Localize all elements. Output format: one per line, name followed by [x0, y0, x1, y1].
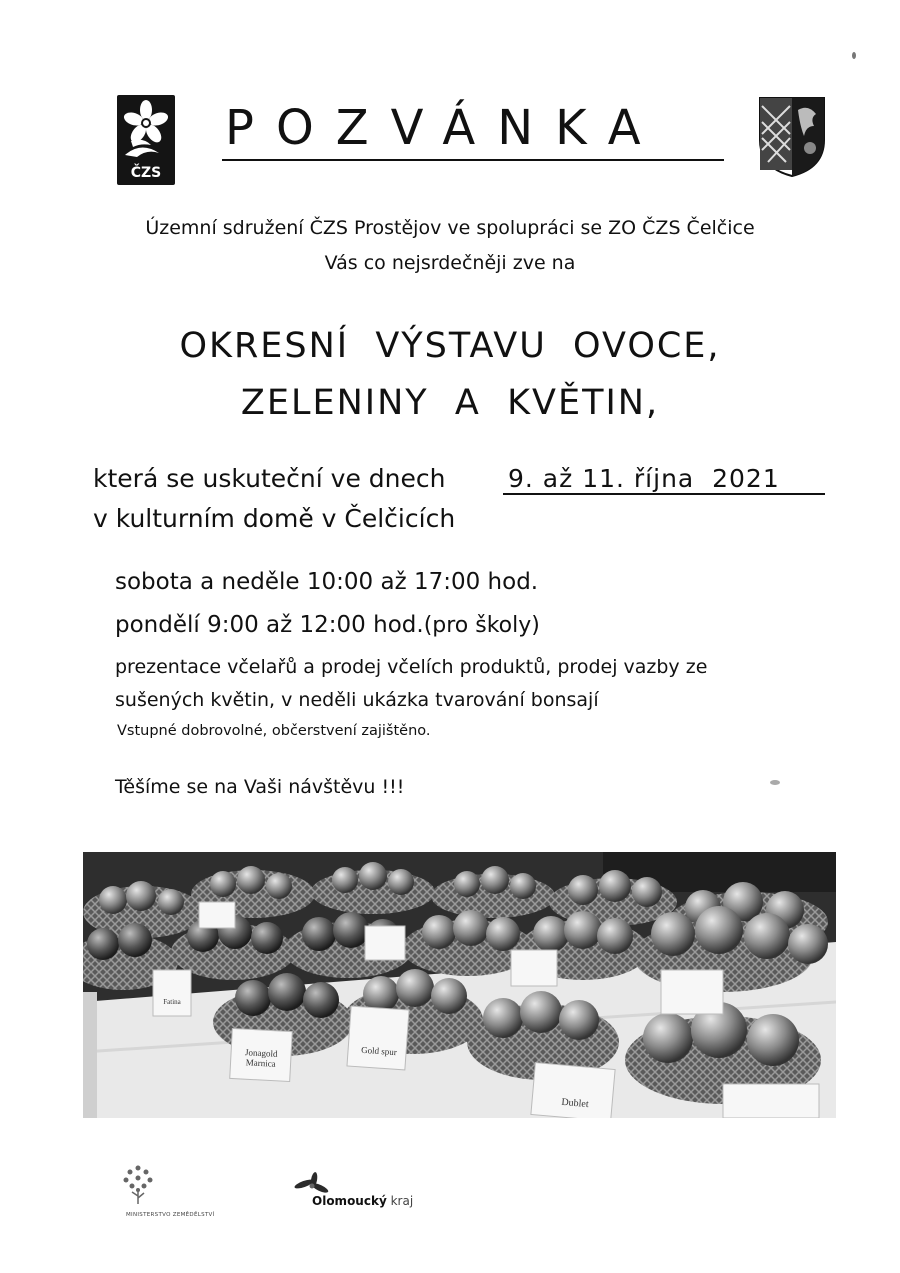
photo-label-fatina: Fatina: [163, 998, 181, 1006]
headline-line-1: OKRESNÍ VÝSTAVU OVOCE,: [179, 326, 721, 366]
page-title: POZVÁNKA: [225, 100, 663, 156]
details-line-3: Vstupné dobrovolné, občerstvení zajištěno.: [117, 723, 431, 739]
exhibition-photo: [83, 852, 836, 1118]
scan-speck: [770, 780, 780, 785]
region-name: [312, 1194, 413, 1208]
closing-text: Těšíme se na Vaši návštěvu !!!: [115, 776, 405, 798]
title-underline: [222, 159, 724, 161]
details-line-1: prezentace včelařů a prodej včelích produktů, prodej vazby ze: [115, 656, 708, 678]
intro-line-1: Územní sdružení ČZS Prostějov ve spolupráci se ZO ČZS Čelčice: [145, 217, 755, 239]
date-underline: [503, 493, 825, 495]
olomoucky-kraj-logo: [290, 1172, 430, 1212]
ministry-text: MINISTERSTVO ZEMĚDĚLSTVÍ: [126, 1212, 215, 1218]
photo-label-goldspur: Gold spur: [360, 1044, 398, 1058]
photo-label-dublet: Dublet: [560, 1096, 590, 1111]
schedule-monday-hours: pondělí 9:00 až 12:00 hod.: [115, 612, 424, 638]
schedule-weekend: sobota a neděle 10:00 až 17:00 hod.: [115, 569, 539, 595]
details-line-2: sušených květin, v neděli ukázka tvarování bonsají: [115, 689, 599, 711]
schedule-monday-note: (pro školy): [423, 613, 540, 638]
schedule-monday: [115, 612, 540, 638]
headline-line-2: ZELENINY A KVĚTIN,: [240, 383, 660, 423]
ministry-logo: [112, 1160, 226, 1226]
coat-of-arms-icon: [758, 96, 826, 178]
scan-speck: [852, 52, 856, 59]
flower-icon: [117, 97, 175, 167]
intro-line-2: Vás co nejsrdečněji zve na: [324, 252, 576, 274]
photo-label-jonagold: Jonagold Marnica: [244, 1047, 278, 1069]
czs-logo-text: ČZS: [130, 165, 162, 181]
region-name-bold: Olomoucký: [312, 1194, 387, 1208]
czs-logo: [117, 95, 175, 185]
event-date: 9. až 11. října 2021: [508, 464, 780, 493]
apples-illustration: [83, 852, 836, 1118]
event-when-prefix: která se uskuteční ve dnech: [93, 464, 446, 493]
tree-icon: [118, 1162, 158, 1206]
coat-of-arms-logo: [758, 96, 826, 182]
region-name-light: kraj: [390, 1194, 414, 1208]
event-place: v kulturním domě v Čelčicích: [93, 504, 456, 533]
